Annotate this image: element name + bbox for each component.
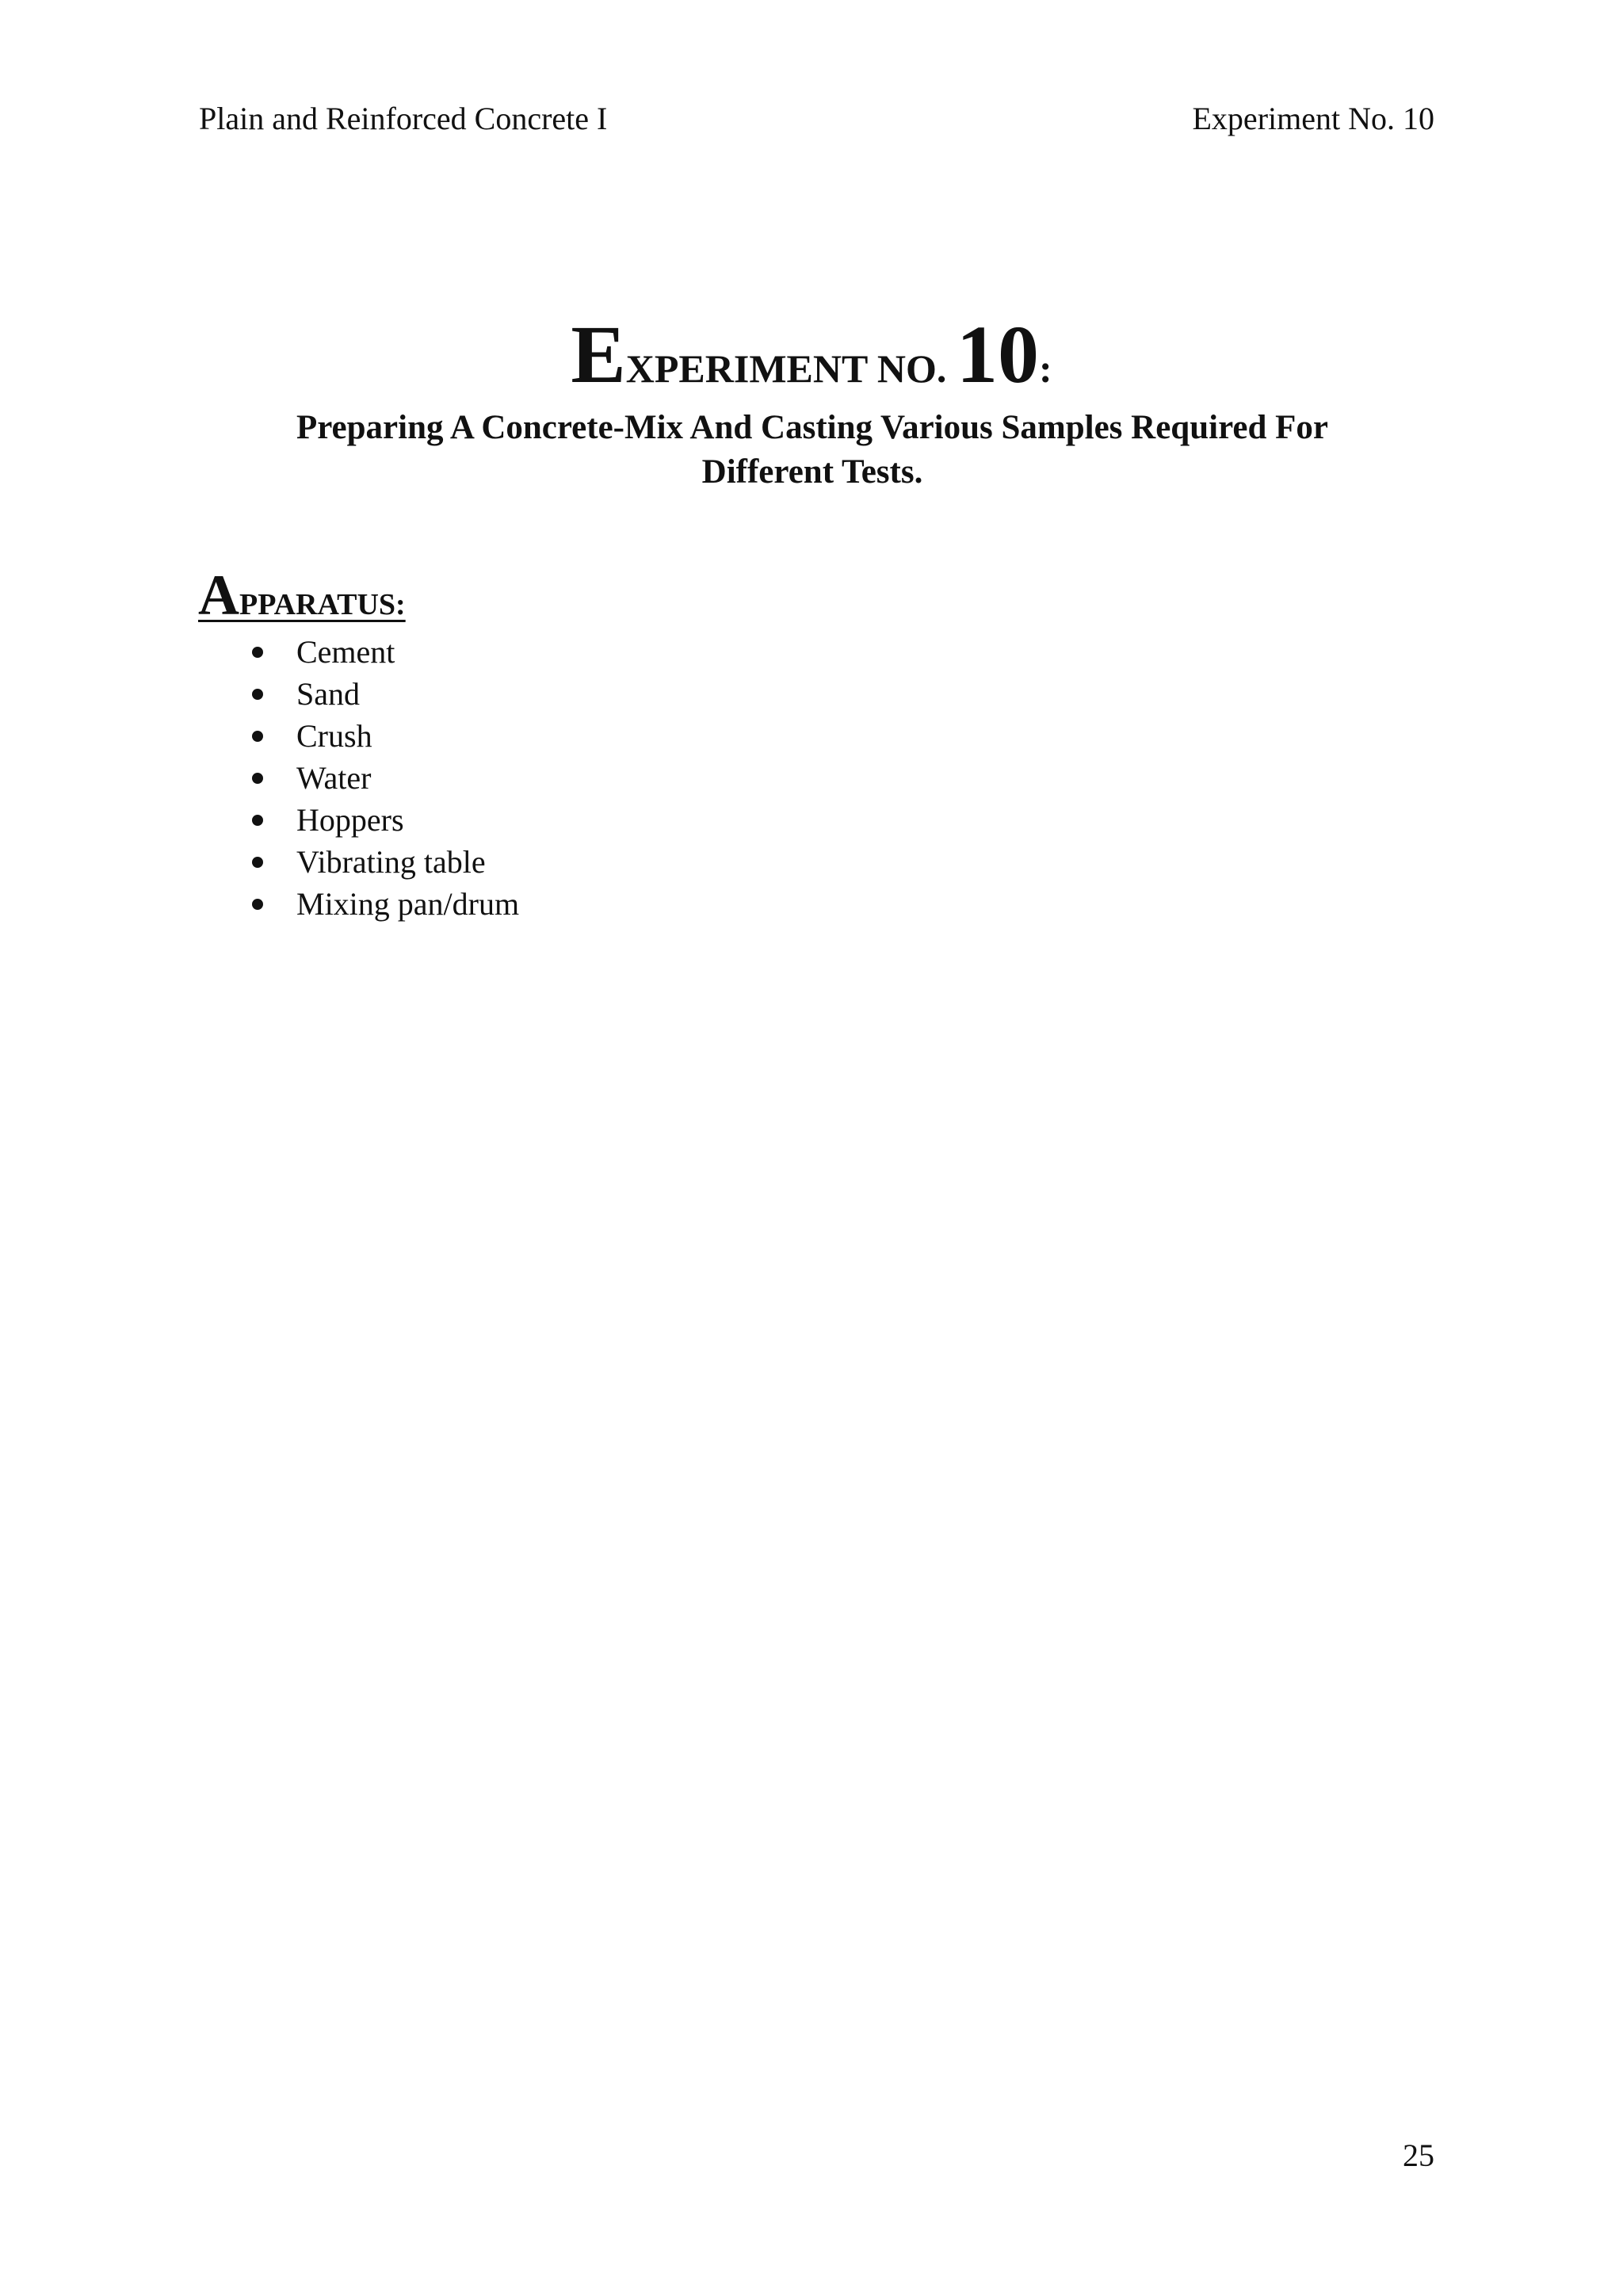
page-number: 25 xyxy=(1403,2137,1434,2173)
list-item xyxy=(249,673,519,715)
list-item-label: Vibrating table xyxy=(296,844,486,880)
title-colon: : xyxy=(1038,346,1052,391)
experiment-subtitle: Preparing A Concrete-Mix And Casting Various Samples Required For Different Tests. xyxy=(296,409,1328,491)
apparatus-list xyxy=(249,631,519,925)
title-number: 10 xyxy=(956,309,1039,400)
list-item-label: Water xyxy=(296,760,372,796)
title-initial: E xyxy=(571,309,626,400)
title-rest: XPERIMENT NO. xyxy=(625,346,957,391)
running-header-left: Plain and Reinforced Concrete I xyxy=(199,101,608,136)
bullet-icon xyxy=(252,773,263,784)
apparatus-heading-rest: PPARATUS: xyxy=(239,588,406,621)
bullet-icon xyxy=(252,815,263,826)
running-header-right: Experiment No. 10 xyxy=(1192,101,1434,136)
list-item xyxy=(249,841,519,883)
list-item-label: Crush xyxy=(296,718,372,754)
list-item xyxy=(249,799,519,841)
list-item xyxy=(249,715,519,757)
list-item-label: Hoppers xyxy=(296,802,404,838)
apparatus-heading xyxy=(198,561,406,639)
list-item xyxy=(249,883,519,925)
list-item xyxy=(249,631,519,673)
list-item xyxy=(249,757,519,799)
list-item-label: Cement xyxy=(296,634,395,670)
bullet-icon xyxy=(252,731,263,742)
list-item-label: Sand xyxy=(296,676,360,712)
list-item-label: Mixing pan/drum xyxy=(296,886,520,922)
apparatus-heading-initial: A xyxy=(198,563,239,627)
bullet-icon xyxy=(252,647,263,658)
bullet-icon xyxy=(252,857,263,868)
bullet-icon xyxy=(252,689,263,700)
bullet-icon xyxy=(252,899,263,910)
experiment-title xyxy=(0,308,1623,416)
